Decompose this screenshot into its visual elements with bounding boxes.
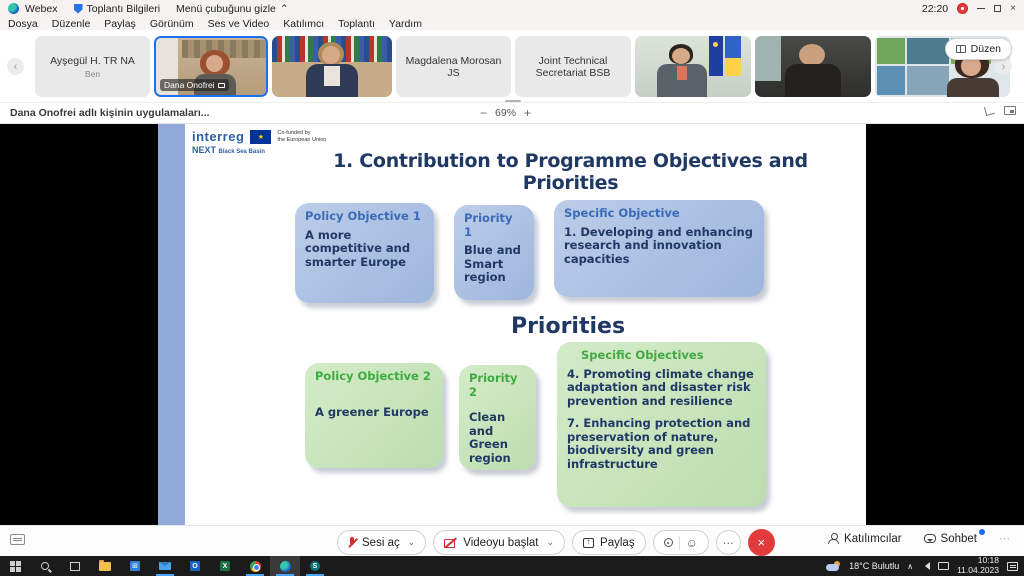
video-art-shape xyxy=(713,42,718,47)
box-priority-2 xyxy=(459,365,536,470)
mail-icon xyxy=(159,562,171,570)
more-icon: ⋯ xyxy=(722,537,735,550)
layout-button[interactable]: Düzen xyxy=(945,38,1012,60)
menu-katilimci[interactable]: Katılımcı xyxy=(283,17,325,30)
video-tile-4[interactable] xyxy=(755,36,871,97)
sharepoint-button[interactable] xyxy=(300,556,330,576)
box-header: Priority 2 xyxy=(469,371,518,399)
box-body: Blue and Smart region xyxy=(464,243,521,285)
network-icon[interactable] xyxy=(938,562,949,570)
video-art-shape xyxy=(907,38,949,64)
video-label: Dana Onofrei xyxy=(160,79,229,91)
video-art xyxy=(755,36,871,97)
zoom-level[interactable]: 69% xyxy=(495,107,517,119)
titlebar xyxy=(0,0,1024,17)
slide-title: 1. Contribution to Programme Objectives and Priorities xyxy=(333,150,808,194)
box-header: Priority 1 xyxy=(464,211,513,239)
filmstrip-prev-button[interactable] xyxy=(7,58,24,75)
chrome-button[interactable] xyxy=(240,556,270,576)
video-tile-3[interactable] xyxy=(635,36,751,97)
maximize-button[interactable] xyxy=(994,5,1001,12)
search-button[interactable] xyxy=(30,556,60,576)
recording-indicator xyxy=(957,3,968,14)
excel-button[interactable] xyxy=(210,556,240,576)
unmute-button[interactable]: Sesi aç ⌄ xyxy=(337,530,426,555)
presentation-slide xyxy=(158,124,866,525)
video-art-shape xyxy=(677,66,687,80)
sharing-status-text: Dana Onofrei adlı kişinin uygulamaları... xyxy=(10,107,210,119)
video-art-shape xyxy=(324,66,340,86)
webex-icon xyxy=(280,561,291,572)
video-art-shape xyxy=(672,48,690,64)
windows-taskbar xyxy=(0,556,1024,576)
banner-icons xyxy=(985,106,1016,115)
mic-muted-icon xyxy=(348,537,356,549)
video-art-shape xyxy=(877,38,905,64)
video-art-shape xyxy=(907,66,949,95)
menu-paylas[interactable]: Paylaş xyxy=(104,17,136,30)
cofunded-line2: the European Union xyxy=(277,136,327,143)
menu-ses-video[interactable]: Ses ve Video xyxy=(207,17,270,30)
participants-button[interactable]: Katılımcılar xyxy=(828,533,902,545)
video-art-shape xyxy=(785,64,841,97)
shield-icon xyxy=(74,4,83,14)
mail-button[interactable] xyxy=(150,556,180,576)
leave-meeting-button[interactable] xyxy=(748,529,775,556)
box-body: 4. Promoting climate change adaptation and disaster risk prevention and resilience xyxy=(567,366,754,408)
weather-text[interactable]: 18°C Bulutlu xyxy=(849,561,900,571)
start-video-button[interactable]: Videoyu başlat ⌄ xyxy=(433,530,565,555)
participant-tile-aysegul[interactable] xyxy=(35,36,150,97)
slide-accent-bar xyxy=(158,124,185,525)
participant-name: Ayşegül H. TR NA xyxy=(50,54,135,67)
box-body-2: 7. Enhancing protection and preservation of nature, biodiversity and green infrastructure xyxy=(567,416,751,471)
box-header: Policy Objective 2 xyxy=(315,369,431,383)
video-art xyxy=(635,36,751,97)
menu-duzenle[interactable]: Düzenle xyxy=(51,17,91,30)
hide-menubar-button[interactable]: Menü çubuğunu gizle ⌃ xyxy=(176,2,289,15)
chat-icon xyxy=(924,534,936,543)
chevron-right-icon: › xyxy=(1001,60,1006,73)
box-policy-objective-1 xyxy=(295,203,434,303)
divider xyxy=(679,536,680,550)
menu-yardim[interactable]: Yardım xyxy=(388,17,422,30)
box-header: Specific Objective xyxy=(564,206,680,220)
webex-logo-icon xyxy=(8,3,19,14)
tray-date: 11.04.2023 xyxy=(957,565,999,575)
outlook-icon: O xyxy=(190,561,200,571)
chat-notification-dot xyxy=(979,529,985,535)
camera-off-icon xyxy=(444,538,457,548)
share-banner xyxy=(0,102,1024,124)
participant-name: Magdalena Morosan JS xyxy=(405,54,502,79)
file-explorer-button[interactable] xyxy=(90,556,120,576)
participants-icon xyxy=(828,533,839,544)
cloud-icon xyxy=(826,564,839,571)
excel-icon: X xyxy=(220,561,230,571)
meeting-info-button[interactable]: Toplantı Bilgileri xyxy=(74,3,161,15)
menu-dosya[interactable]: Dosya xyxy=(8,17,38,30)
camera-icon xyxy=(218,83,225,88)
taskbar-clock[interactable] xyxy=(957,556,999,576)
zoom-in-button[interactable]: + xyxy=(524,106,532,120)
cofunded-text xyxy=(277,130,326,144)
box-specific-objective-1 xyxy=(554,200,764,297)
task-view-icon xyxy=(70,562,80,571)
participant-tile-jts[interactable] xyxy=(515,36,631,97)
record-reactions-pill xyxy=(653,530,709,555)
eu-star: ★ xyxy=(257,134,265,141)
minimize-button[interactable] xyxy=(977,8,985,9)
logo-brand: interreg xyxy=(192,129,245,144)
eu-flag-icon xyxy=(250,130,271,144)
video-tile-dana[interactable] xyxy=(154,36,268,97)
titlebar-left xyxy=(0,3,289,15)
tray-time: 10:18 xyxy=(977,555,999,566)
folder-icon xyxy=(99,562,111,571)
store-button[interactable] xyxy=(120,556,150,576)
video-art xyxy=(272,36,392,97)
video-art-shape xyxy=(322,46,340,64)
start-button[interactable] xyxy=(0,556,30,576)
video-art-shape xyxy=(206,55,223,72)
video-art-shape xyxy=(755,36,781,81)
outlook-button[interactable] xyxy=(180,556,210,576)
video-art-shape xyxy=(947,78,999,97)
weather-icon[interactable] xyxy=(826,562,841,571)
close-button[interactable]: × xyxy=(1010,3,1016,14)
task-view-button[interactable] xyxy=(60,556,90,576)
chevron-down-icon[interactable]: ⌄ xyxy=(546,537,555,547)
menu-toplanti[interactable]: Toplantı xyxy=(338,17,375,30)
share-screen-icon xyxy=(583,538,594,548)
box-header: Policy Objective 1 xyxy=(305,209,421,223)
chevron-left-icon: ‹ xyxy=(13,60,18,73)
logo-subbrand: Black Sea Basin xyxy=(218,149,265,155)
search-icon xyxy=(41,562,49,570)
titlebar-right xyxy=(922,3,1024,15)
logo-program: NEXT xyxy=(192,145,217,155)
meeting-controlbar xyxy=(0,525,1024,556)
filmstrip-next-button[interactable] xyxy=(995,58,1012,75)
chat-button[interactable]: Sohbet xyxy=(924,533,977,545)
speaker-icon[interactable] xyxy=(921,562,930,570)
captions-icon[interactable] xyxy=(10,534,25,545)
panel-more-icon[interactable]: ⋯ xyxy=(999,533,1010,545)
video-tile-2[interactable] xyxy=(272,36,392,97)
sharepoint-icon: S xyxy=(310,561,320,571)
video-filmstrip xyxy=(0,30,1024,102)
video-art-shape xyxy=(725,36,741,76)
annotate-icon[interactable] xyxy=(984,105,995,116)
taskbar-tray xyxy=(826,556,1024,576)
video-art-shape xyxy=(799,44,825,66)
box-priority-1 xyxy=(454,205,534,300)
webex-taskbar-button[interactable] xyxy=(270,556,300,576)
action-center-icon[interactable] xyxy=(1007,562,1018,571)
shared-content-area xyxy=(0,124,1024,525)
box-body: 1. Developing and enhancing research and innovation capacities xyxy=(564,224,753,266)
taskbar-icons xyxy=(0,556,330,576)
record-icon[interactable] xyxy=(664,538,673,547)
tray-chevron-icon[interactable]: ∧ xyxy=(907,561,914,571)
priorities-heading: Priorities xyxy=(510,314,626,339)
zoom-controls xyxy=(480,106,531,120)
participant-sub: Ben xyxy=(84,68,101,79)
chrome-icon xyxy=(250,561,261,572)
share-button[interactable]: ↑ Paylaş xyxy=(572,530,646,555)
box-body: Clean and Green region xyxy=(469,410,511,465)
box-policy-objective-2 xyxy=(305,363,443,468)
chevron-down-icon[interactable]: ⌄ xyxy=(407,537,416,547)
box-body: A greener Europe xyxy=(315,404,429,419)
box-specific-objectives-2 xyxy=(557,342,766,507)
menubar xyxy=(0,17,1024,30)
close-icon: × xyxy=(757,535,766,550)
box-body: A more competitive and smarter Europe xyxy=(305,227,411,269)
menu-gorunum[interactable]: Görünüm xyxy=(149,17,194,30)
video-art-shape xyxy=(877,66,905,95)
right-controls xyxy=(828,532,1010,545)
logo-row1 xyxy=(192,129,326,144)
center-controls xyxy=(337,529,775,556)
pip-icon[interactable] xyxy=(1004,106,1016,115)
zoom-out-button[interactable]: − xyxy=(480,106,488,120)
windows-icon xyxy=(10,561,21,572)
participant-name: Joint Technical Secretariat BSB xyxy=(535,54,611,79)
box-header: Specific Objectives xyxy=(581,348,704,362)
participant-tile-magdalena[interactable] xyxy=(396,36,511,97)
chevron-up-icon: ⌃ xyxy=(279,2,289,15)
reactions-icon[interactable]: ☺ xyxy=(685,535,698,550)
store-icon: ⊞ xyxy=(130,561,140,571)
more-options-button[interactable] xyxy=(716,530,741,555)
cofunded-line1: Co-funded by xyxy=(277,130,311,136)
layout-grid-icon xyxy=(956,45,966,53)
app-title: Webex xyxy=(25,2,58,15)
clock-text: 22:20 xyxy=(921,2,949,15)
